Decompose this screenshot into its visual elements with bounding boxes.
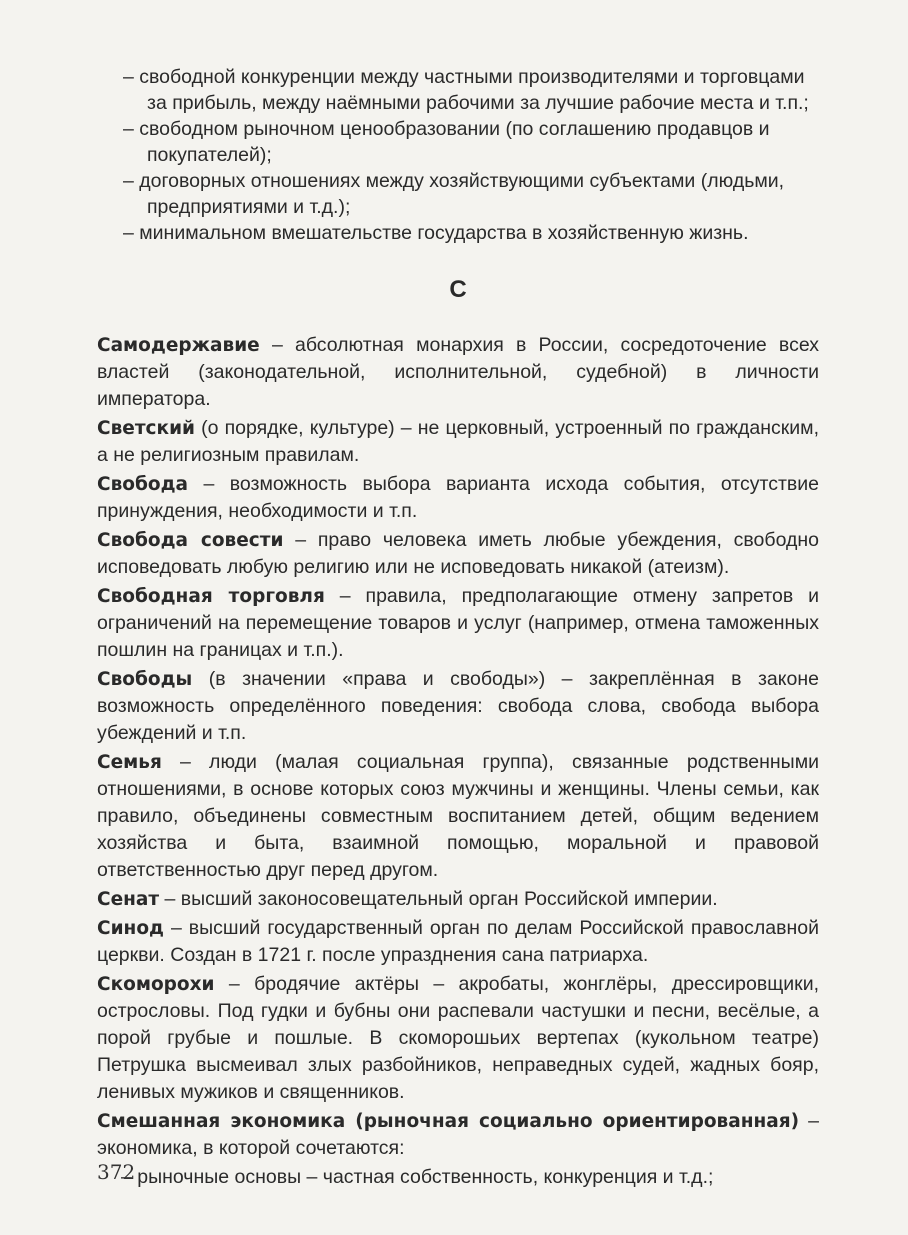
glossary-entry bbox=[97, 583, 819, 664]
entry-term: Свободная торговля bbox=[97, 586, 325, 607]
glossary-entry bbox=[97, 332, 819, 413]
entry-definition: – экономика, в которой сочетаются: bbox=[97, 1110, 819, 1159]
glossary-entry bbox=[97, 471, 819, 525]
entry-term: Скоморохи bbox=[97, 974, 215, 995]
glossary-entry bbox=[97, 971, 819, 1106]
entry-definition: – высший государственный орган по делам Российской православной церкви. Создан в 1721 г. после упразднения сана патриарха. bbox=[97, 917, 819, 966]
entry-term: Свобода совести bbox=[97, 530, 284, 551]
entry-definition: (в значении «права и свободы») – закреплённая в законе возможность определённого поведения: свобода слова, свобода выбора убеждений и т.п. bbox=[97, 668, 819, 744]
glossary-entry bbox=[97, 1108, 819, 1162]
section-letter: С bbox=[449, 276, 467, 303]
sub-bullet-item: – рыночные основы – частная собственность, конкуренция и т.д.; bbox=[121, 1166, 714, 1188]
top-bullet-list bbox=[97, 64, 819, 246]
page-number: 372 bbox=[97, 1160, 136, 1184]
entry-term: Самодержавие bbox=[97, 335, 260, 356]
entry-definition: – высший законосовещательный орган Российской империи. bbox=[159, 888, 718, 910]
entry-term: Семья bbox=[97, 752, 162, 773]
entry-definition: – бродячие актёры – акробаты, жонглёры, дрессировщики, острословы. Под гудки и бубны они распевали частушки и песни, весёлые, а порой грубые и пошлые. В скоморошьих вертепах (кукольном театре) Петрушка высмеивал злых разбойников, неправедных судей, жадных бояр, ленивых мужиков и священников. bbox=[97, 973, 819, 1103]
glossary-entry bbox=[97, 666, 819, 747]
entry-term: Свобода bbox=[97, 474, 189, 495]
glossary-entries bbox=[97, 332, 819, 1191]
glossary-entry bbox=[97, 886, 819, 913]
glossary-entry bbox=[97, 415, 819, 469]
entry-term: Синод bbox=[97, 918, 164, 939]
entry-definition: (о порядке, культуре) – не церковный, устроенный по гражданским, а не религиозным правилам. bbox=[97, 417, 819, 466]
entry-definition: – абсолютная монархия в России, сосредоточение всех властей (законодательной, исполнительной, судебной) в личности императора. bbox=[97, 334, 819, 410]
entry-definition: – право человека иметь любые убеждения, свободно исповедовать любую религию или не исповедовать никакой (атеизм). bbox=[97, 529, 819, 578]
entry-term: Свободы bbox=[97, 669, 193, 690]
entry-term: Смешанная экономика (рыночная социально ориентированная) bbox=[97, 1111, 800, 1132]
bullet-item: – свободной конкуренции между частными производителями и торговцами за прибыль, между наёмными рабочими за лучшие рабочие места и т.п.; bbox=[123, 66, 809, 114]
entry-term: Светский bbox=[97, 418, 196, 439]
glossary-entry bbox=[97, 749, 819, 884]
bullet-item: – минимальном вмешательстве государства в хозяйственную жизнь. bbox=[123, 222, 749, 244]
page-content bbox=[97, 64, 819, 1191]
entry-definition: – люди (малая социальная группа), связанные родственными отношениями, в основе которых союз мужчины и женщины. Члены семьи, как правило, объединены совместным воспитанием детей, общим ведением хозяйства и быта, взаимной помощью, моральной и правовой ответственностью друг перед другом. bbox=[97, 751, 819, 881]
glossary-entry bbox=[97, 527, 819, 581]
glossary-entry bbox=[97, 915, 819, 969]
entry-definition: – правила, предполагающие отмену запретов и ограничений на перемещение товаров и услуг (например, отмена таможенных пошлин на границах и т.п.). bbox=[97, 585, 819, 661]
entry-definition: – возможность выбора варианта исхода события, отсутствие принуждения, необходимости и т.п. bbox=[97, 473, 819, 522]
bullet-item: – договорных отношениях между хозяйствующими субъектами (людьми, предприятиями и т.д.); bbox=[123, 170, 785, 218]
bullet-item: – свободном рыночном ценообразовании (по соглашению продавцов и покупателей); bbox=[123, 118, 770, 166]
entry-term: Сенат bbox=[97, 889, 160, 910]
